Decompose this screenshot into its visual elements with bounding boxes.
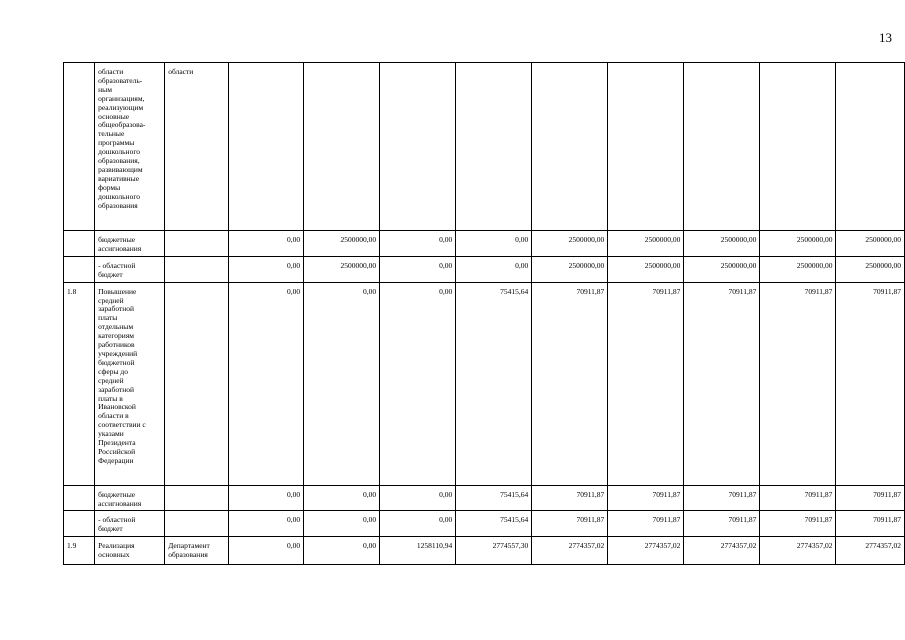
row-name-cell <box>95 485 165 511</box>
row-name-cell <box>95 63 165 231</box>
row-executor-cell <box>165 282 229 485</box>
row-code-cell <box>64 63 95 231</box>
value-cell: 0,00 <box>304 282 380 485</box>
value-cell: 2774357,02 <box>760 537 836 565</box>
table-row <box>64 256 905 282</box>
row-name-text: бюджетные ассигнования <box>98 235 142 253</box>
row-name-cell <box>95 511 165 537</box>
table-row <box>64 485 905 511</box>
value-cell: 0,00 <box>380 256 456 282</box>
value-cell: 0,00 <box>229 282 304 485</box>
row-executor-text: Департамент образования <box>168 541 210 560</box>
value-cell: 2500000,00 <box>304 256 380 282</box>
value-cell: 2774557,30 <box>456 537 532 565</box>
value-cell: 0,00 <box>229 537 304 565</box>
value-cell: 0,00 <box>456 231 532 257</box>
table-row <box>64 282 905 485</box>
value-cell: 1258110,94 <box>380 537 456 565</box>
value-cell: 70911,87 <box>532 282 608 485</box>
value-cell: 70911,87 <box>532 485 608 511</box>
value-cell <box>608 63 684 231</box>
value-cell <box>456 63 532 231</box>
row-executor-cell <box>165 485 229 511</box>
row-name-text: - областной бюджет <box>98 515 136 534</box>
row-code-cell <box>64 485 95 511</box>
value-cell: 0,00 <box>380 231 456 257</box>
page-number: 13 <box>879 30 892 45</box>
value-cell: 2500000,00 <box>608 231 684 257</box>
value-cell: 0,00 <box>456 256 532 282</box>
value-cell: 70911,87 <box>760 485 836 511</box>
table-row <box>64 63 905 231</box>
row-name-cell <box>95 537 165 565</box>
value-cell: 75415,64 <box>456 282 532 485</box>
value-cell: 70911,87 <box>760 282 836 485</box>
row-name-cell <box>95 231 165 257</box>
value-cell: 70911,87 <box>684 282 760 485</box>
value-cell <box>304 63 380 231</box>
row-code-cell <box>64 511 95 537</box>
value-cell: 0,00 <box>380 485 456 511</box>
value-cell <box>836 63 905 231</box>
value-cell: 2500000,00 <box>760 256 836 282</box>
value-cell: 70911,87 <box>760 511 836 537</box>
row-name-text: Реализация основных <box>98 541 135 560</box>
value-cell: 70911,87 <box>608 485 684 511</box>
value-cell: 2774357,02 <box>836 537 905 565</box>
value-cell: 75415,64 <box>456 511 532 537</box>
value-cell <box>532 63 608 231</box>
table-row <box>64 231 905 257</box>
value-cell: 2774357,02 <box>608 537 684 565</box>
row-code-cell: 1.9 <box>64 537 95 565</box>
value-cell: 2500000,00 <box>836 231 905 257</box>
value-cell: 2500000,00 <box>532 256 608 282</box>
row-executor-cell <box>165 537 229 565</box>
row-code-cell <box>64 231 95 257</box>
value-cell: 2500000,00 <box>608 256 684 282</box>
row-name-cell <box>95 282 165 485</box>
value-cell: 70911,87 <box>532 511 608 537</box>
row-executor-cell <box>165 256 229 282</box>
budget-table <box>63 62 905 565</box>
table-row <box>64 511 905 537</box>
value-cell: 2500000,00 <box>836 256 905 282</box>
value-cell: 70911,87 <box>684 485 760 511</box>
value-cell: 2500000,00 <box>304 231 380 257</box>
value-cell: 2500000,00 <box>684 256 760 282</box>
value-cell: 2500000,00 <box>684 231 760 257</box>
row-name-text: бюджетные ассигнования <box>98 489 142 508</box>
value-cell: 70911,87 <box>836 511 905 537</box>
row-name-text: Повышение средней заработной платы отдельным категориям работников учреждений бюджетной сферы до средней заработной платы в Ивановской области в соответствии с указами Президента Российской Федерации <box>98 286 146 465</box>
value-cell: 0,00 <box>229 256 304 282</box>
value-cell: 2774357,02 <box>684 537 760 565</box>
value-cell: 70911,87 <box>836 485 905 511</box>
value-cell: 0,00 <box>229 485 304 511</box>
row-code-cell <box>64 256 95 282</box>
row-name-text: - областной бюджет <box>98 260 136 279</box>
row-executor-text: области <box>168 67 194 76</box>
value-cell: 70911,87 <box>836 282 905 485</box>
value-cell: 75415,64 <box>456 485 532 511</box>
value-cell: 0,00 <box>380 511 456 537</box>
table-row <box>64 537 905 565</box>
value-cell: 0,00 <box>380 282 456 485</box>
value-cell: 0,00 <box>304 537 380 565</box>
row-executor-cell <box>165 511 229 537</box>
value-cell: 2500000,00 <box>532 231 608 257</box>
value-cell: 70911,87 <box>684 511 760 537</box>
value-cell <box>760 63 836 231</box>
value-cell: 0,00 <box>229 231 304 257</box>
value-cell: 0,00 <box>304 511 380 537</box>
value-cell: 70911,87 <box>608 282 684 485</box>
row-executor-cell <box>165 63 229 231</box>
value-cell: 0,00 <box>304 485 380 511</box>
value-cell: 0,00 <box>229 511 304 537</box>
value-cell: 70911,87 <box>608 511 684 537</box>
row-code-cell: 1.8 <box>64 282 95 485</box>
row-executor-cell <box>165 231 229 257</box>
value-cell: 2500000,00 <box>760 231 836 257</box>
value-cell <box>380 63 456 231</box>
value-cell: 2774357,02 <box>532 537 608 565</box>
row-name-cell <box>95 256 165 282</box>
value-cell <box>229 63 304 231</box>
value-cell <box>684 63 760 231</box>
row-name-text: области образователь- ным организациям, реализующим основные общеобразова- тельные программы дошкольного образования, развивающим вариативные формы дошкольного образования <box>98 67 146 210</box>
